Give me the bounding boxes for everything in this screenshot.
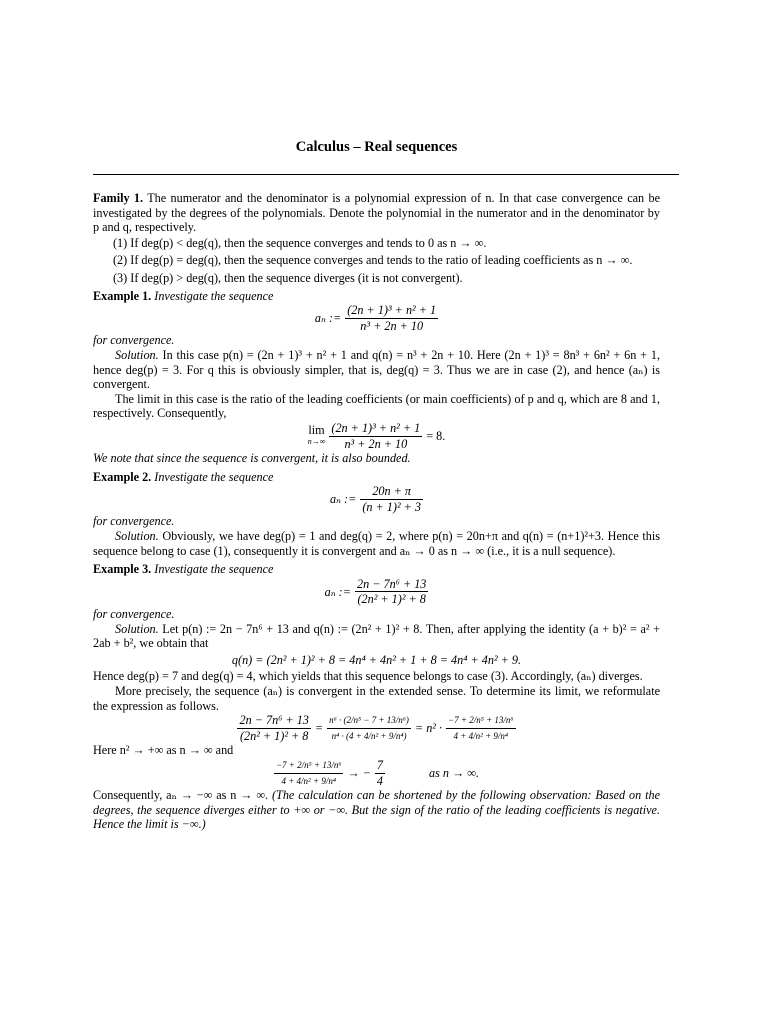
ex2-heading: Example 2. Investigate the sequence xyxy=(93,469,274,484)
ex2-solution: Solution. Obviously, we have deg(p) = 1 and deg(q) = 2, where p(n) = 20n+π and q(n) = (n+1)²+3. Hence this sequence belong to case (1), consequently it is convergent and aₙ → 0 as n → ∞ (i.e., it is a null sequence). xyxy=(93,529,661,558)
ex3-solution: Solution. Let p(n) := 2n − 7n⁶ + 13 and q(n) := (2n² + 1)² + 8. Then, after applying the identity (a + b)² = a² + 2ab + b², we obtain that xyxy=(93,621,660,651)
ex2-formula: aₙ := $\frac{20n + \pi}{\text{(n + 1)² + 3}}$ xyxy=(329,484,422,514)
family1-intro: Family 1. The numerator and the denominator is a polynomial expression of n. In that case convergence can be investigated by the degrees of the polynomials. Denote the polynomial in the numerator and in the denominator by p and q, respectively. xyxy=(93,191,660,235)
ex3-formula: aₙ := $\frac{\text{2n − 7n⁶ + 13}}{\text{(2n² + 1)² + 8}}$ xyxy=(324,576,427,607)
ex1-limit: lim n→∞ $\frac{\text{(2n + 1)³ + n² + 1}}{\text{n³ + 2n + 10}}$ = 8. xyxy=(307,420,446,451)
ex3-after: for convergence. xyxy=(93,607,175,622)
title-rule xyxy=(93,174,679,175)
ex3-reformulation: $\frac{\text{2n − 7n⁶ + 13}}{\text{(2n² + 1)² + 8}}$ = $\frac{\text{n⁶ · (2/n⁵ − 7 + 13/n⁶)}}{\text{n⁴ · (4 + 4/n² + 9/n⁴)}}$ = n² · $\frac{\text{−7 + 2/n⁵ + 13/n⁶}}{\text{4 + 4/n² + 9/n⁴}}$ xyxy=(239,713,514,743)
ex1-solution: Solution. In this case p(n) = (2n + 1)³ + n² + 1 and q(n) = n³ + 2n + 10. Here (2n + 1)³ = 8n³ + 6n² + 6n + 1, hence deg(p) = 3. For q this is obviously simpler, that is, deg(q) = 3. Thus we are in case (2), and hence (aₙ) is convergent. xyxy=(93,347,661,392)
page-title: Calculus – Real sequences xyxy=(295,139,458,155)
ex2-after: for convergence. xyxy=(93,514,175,529)
case-1: (1) If deg(p) < deg(q), then the sequence converges and tends to 0 as n → ∞. xyxy=(113,235,487,250)
ex3-here: Here n² → +∞ as n → ∞ and xyxy=(93,743,234,758)
ex3-more: More precisely, the sequence (aₙ) is convergent in the extended sense. To determine its limit, we reformulate the expression as follows. xyxy=(93,684,660,713)
ex1-heading: Example 1. Investigate the sequence xyxy=(93,288,274,303)
ex1-solution-2: The limit in this case is the ratio of the leading coefficients (or main coefficients) of p and q, which are 8 and 1, respectively. Consequently, xyxy=(93,391,660,421)
ex3-heading: Example 3. Investigate the sequence xyxy=(93,562,274,577)
ex1-after: for convergence. xyxy=(93,333,175,348)
ex1-note: We note that since the sequence is convergent, it is also bounded. xyxy=(93,451,411,466)
ex1-formula: aₙ := $\frac{\text{(2n + 1)³ + n² + 1}}{\text{n³ + 2n + 10}}$ xyxy=(314,303,437,333)
case-3: (3) If deg(p) > deg(q), then the sequence diverges (it is not convergent). xyxy=(113,270,463,285)
case-2: (2) If deg(p) = deg(q), then the sequence converges and tends to the ratio of leading coefficients as n → ∞. xyxy=(113,253,633,268)
ex3-limit: $\frac{\text{−7 + 2/n⁵ + 13/n⁶}}{\text{4 + 4/n² + 9/n⁴}}$ → − $\frac{7}{4}$ as n → ∞. xyxy=(275,757,480,788)
family1-label: Family 1. xyxy=(93,191,144,205)
family1-cases xyxy=(93,236,660,286)
ex1-fraction: $\frac{\text{(2n + 1)³ + n² + 1}}{\text{n³ + 2n + 10}}$ xyxy=(347,303,437,333)
ex3-q-expansion: q(n) = (2n² + 1)² + 8 = 4n⁴ + 4n² + 1 + 8 = 4n⁴ + 4n² + 9. xyxy=(231,652,522,667)
document-body xyxy=(93,191,660,832)
ex3-conclusion: Consequently, aₙ → −∞ as n → ∞. (The calculation can be shortened by the following observation: Based on the degrees, the sequence diverges either to +∞ or −∞. But the sign of the ratio of the leading coefficients is negative. Hence the limit is −∞.) xyxy=(93,788,660,832)
ex3-hence: Hence deg(p) = 7 and deg(q) = 4, which yields that this sequence belongs to case (3). Accordingly, (aₙ) diverges. xyxy=(93,669,643,684)
